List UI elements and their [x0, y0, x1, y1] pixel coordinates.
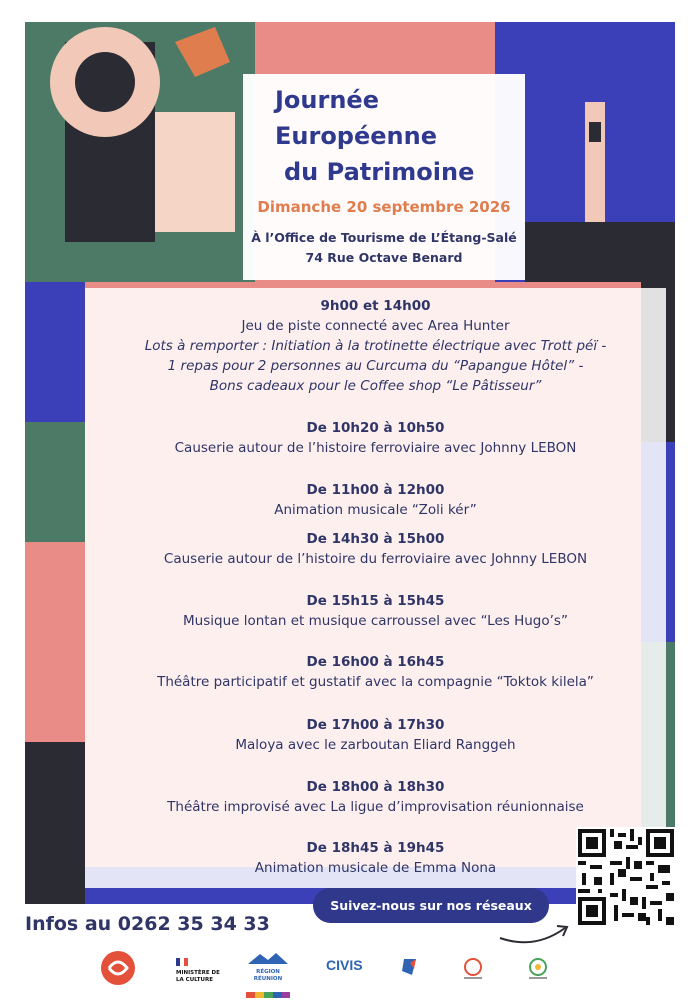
partner-logo-swirl — [100, 950, 136, 986]
event-venue: À l’Office de Tourisme de L’Étang-Salé — [251, 230, 517, 245]
logo-region-text: RÉGION RÉUNION — [253, 969, 283, 982]
slot-description: Jeu de piste connecté avec Area Hunter — [241, 318, 510, 334]
slot-description: Maloya avec le zarboutan Eliard Ranggeh — [235, 737, 516, 753]
slot-time: De 15h15 à 15h45 — [306, 593, 445, 609]
slot-description: Causerie autour de l’histoire ferroviaire avec Johnny LEBON — [174, 440, 577, 456]
social-networks-button[interactable]: Suivez-nous sur nos réseaux — [313, 888, 549, 923]
title-line-3: du Patrimoine — [284, 158, 475, 186]
curved-arrow-icon — [495, 918, 575, 948]
program-slot — [85, 652, 666, 692]
logo-region — [243, 950, 293, 1002]
partner-logo-seal — [525, 957, 551, 981]
slot-description: Théâtre participatif et gustatif avec la compagnie “Toktok kilela” — [157, 674, 594, 690]
slot-time: De 18h45 à 19h45 — [306, 840, 445, 856]
event-date: Dimanche 20 septembre 2026 — [257, 198, 511, 216]
logo-ministere-text: MINISTÈRE DE LA CULTURE — [176, 970, 220, 983]
french-flag-icon — [176, 958, 188, 966]
title-line-1: Journée — [275, 86, 379, 114]
region-color-bar — [246, 992, 290, 998]
program-panel — [85, 288, 666, 888]
slot-description: Causerie autour de l’histoire du ferroviaire avec Johnny LEBON — [163, 551, 588, 567]
poster-background — [25, 22, 675, 904]
slot-prize-line: 1 repas pour 2 personnes au Curcuma du “Papangue Hôtel” - — [167, 358, 584, 374]
slot-time: De 10h20 à 10h50 — [306, 420, 445, 436]
slot-time: De 16h00 à 16h45 — [306, 654, 445, 670]
slot-time: De 11h00 à 12h00 — [306, 482, 445, 498]
program-slot — [85, 591, 666, 631]
slot-time: De 17h00 à 17h30 — [306, 717, 445, 733]
info-phone: Infos au 0262 35 34 33 — [25, 913, 270, 935]
slot-description: Animation musicale de Emma Nona — [254, 860, 497, 876]
logo-ministere — [176, 951, 224, 984]
partner-logo-q — [460, 957, 486, 981]
event-address: 74 Rue Octave Benard — [305, 250, 463, 265]
region-mountain-icon — [246, 951, 290, 965]
program-slot — [85, 480, 666, 520]
slot-prize-line: Bons cadeaux pour le Coffee shop “Le Pâtisseur” — [209, 378, 542, 394]
qr-code-icon[interactable] — [576, 827, 676, 927]
slot-description: Théâtre improvisé avec La ligue d’improvisation réunionnaise — [167, 799, 584, 815]
title-line-2: Européenne — [275, 122, 437, 150]
program-slot — [85, 296, 666, 396]
program-slot — [85, 529, 666, 569]
slot-time: 9h00 et 14h00 — [320, 298, 431, 314]
slot-description: Musique lontan et musique carroussel avec “Les Hugo’s” — [183, 613, 568, 629]
program-slot — [85, 777, 666, 817]
slot-prize-line: Lots à remporter : Initiation à la trotinette électrique avec Trott péï - — [144, 338, 607, 354]
partner-logo-badge — [400, 957, 420, 977]
slot-description: Animation musicale “Zoli kér” — [274, 502, 477, 518]
slot-time: De 14h30 à 15h00 — [306, 531, 445, 547]
title-card — [243, 74, 525, 280]
logo-civis: CIVIS — [326, 957, 363, 973]
program-slot — [85, 418, 666, 458]
program-slot — [85, 715, 666, 755]
partner-logos — [0, 945, 700, 990]
slot-time: De 18h00 à 18h30 — [306, 779, 445, 795]
